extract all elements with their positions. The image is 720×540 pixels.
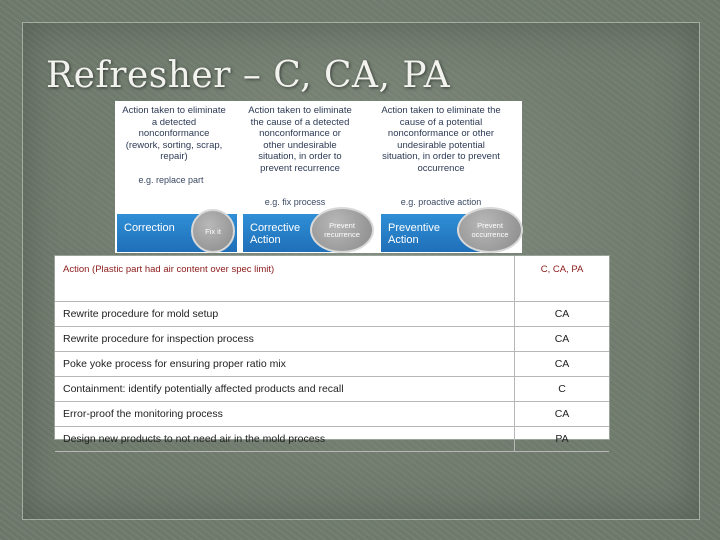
header-type: C, CA, PA (515, 256, 610, 302)
row-type: PA (515, 427, 610, 452)
bubble-fix-it: Fix it (191, 209, 235, 253)
column-example: e.g. fix process (264, 197, 326, 207)
row-action: Design new products to not need air in the mold process (55, 427, 515, 452)
cca-pa-diagram (115, 101, 522, 253)
table-row (55, 302, 609, 327)
diagram-column-preventive-action (381, 105, 501, 246)
table-row (55, 427, 609, 452)
actions-table (54, 255, 610, 445)
row-action: Poke yoke process for ensuring proper ratio mix (55, 352, 515, 377)
diagram-column-corrective-action (243, 105, 363, 246)
bubble-prevent-occurrence: Prevent occurrence (457, 207, 523, 253)
table-row (55, 402, 609, 427)
column-example: e.g. replace part (138, 175, 204, 185)
band-label: Corrective Action (250, 222, 301, 246)
column-description: Action taken to eliminate the cause of a potential nonconformance or other undesirable potential situation, in order to prevent occurrence (381, 105, 501, 174)
row-type: CA (515, 352, 610, 377)
row-type: C (515, 377, 610, 402)
row-type: CA (515, 327, 610, 352)
row-type: CA (515, 402, 610, 427)
band-label: Correction (124, 222, 175, 234)
row-action: Rewrite procedure for inspection process (55, 327, 515, 352)
row-action: Error-proof the monitoring process (55, 402, 515, 427)
bubble-prevent-recurrence: Prevent recurrence (310, 207, 374, 253)
column-description: Action taken to eliminate a detected nonconformance (rework, sorting, scrap, repair) (122, 105, 226, 162)
column-description: Action taken to eliminate the cause of a detected nonconformance or other undesirable situation, in order to prevent recurrence (248, 105, 352, 174)
table-row (55, 327, 609, 352)
column-example: e.g. proactive action (400, 197, 482, 207)
row-action: Rewrite procedure for mold setup (55, 302, 515, 327)
table-row (55, 377, 609, 402)
header-action: Action (Plastic part had air content over spec limit) (55, 256, 515, 302)
table-header-row (55, 256, 609, 302)
row-type: CA (515, 302, 610, 327)
slide-title: Refresher – C, CA, PA (46, 55, 451, 96)
table-row (55, 352, 609, 377)
band-label: Preventive Action (388, 222, 440, 246)
row-action: Containment: identify potentially affected products and recall (55, 377, 515, 402)
